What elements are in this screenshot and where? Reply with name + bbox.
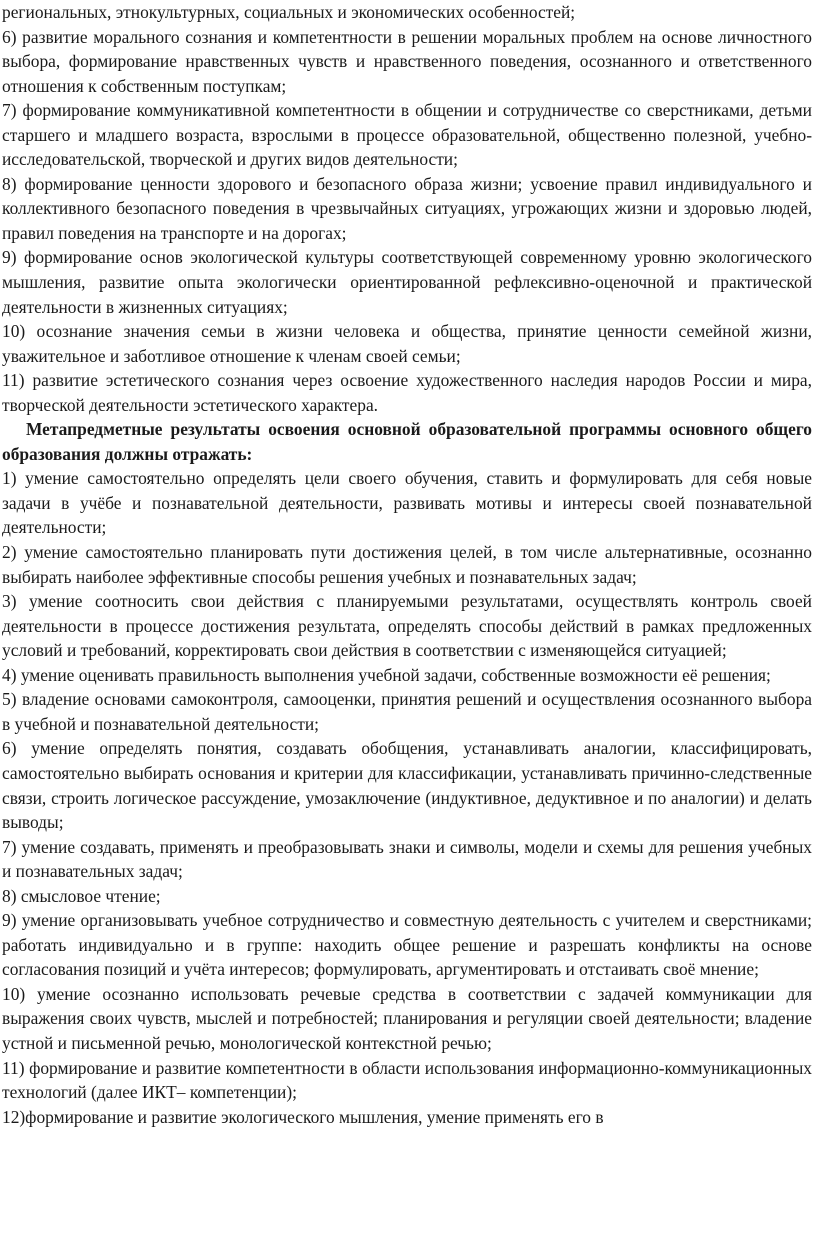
list-item: 11) развитие эстетического сознания через освоение художественного наследия народов России и мира, творческой деятельности эстетического характера. (2, 370, 812, 415)
list-item: 12)формирование и развитие экологического мышления, умение применять его в (2, 1106, 604, 1127)
list-item: 8) смысловое чтение; (2, 885, 161, 906)
list-item: 9) формирование основ экологической культуры соответствующей современному уровню экологического мышления, развитие опыта экологически ориентированной рефлексивно-оценочной и практической деятельности в жизненных ситуациях; (2, 247, 812, 317)
list-item: 6) развитие морального сознания и компетентности в решении моральных проблем на основе личностного выбора, формирование нравственных чувств и нравственного поведения, осознанного и ответственного отношения к собственным поступкам; (2, 26, 812, 96)
list-item: 10) умение осознанно использовать речевые средства в соответствии с задачей коммуникации для выражения своих чувств, мыслей и потребностей; планирования и регуляции своей деятельности; владение устной и письменной речью, монологической контекстной речью; (2, 983, 812, 1053)
list-item: 10) осознание значения семьи в жизни человека и общества, принятие ценности семейной жизни, уважительное и заботливое отношение к членам своей семьи; (2, 321, 812, 366)
list-item: 4) умение оценивать правильность выполнения учебной задачи, собственные возможности её решения; (2, 664, 771, 685)
list-item: 8) формирование ценности здорового и безопасного образа жизни; усвоение правил индивидуального и коллективного безопасного поведения в чрезвычайных ситуациях, угрожающих жизни и здоровью людей, правил поведения на транспорте и на дорогах; (2, 173, 812, 243)
list-item: 1) умение самостоятельно определять цели своего обучения, ставить и формулировать для себя новые задачи в учёбе и познавательной деятельности, развивать мотивы и интересы своей познавательной деятельности; (2, 468, 812, 538)
list-item: 5) владение основами самоконтроля, самооценки, принятия решений и осуществления осознанного выбора в учебной и познавательной деятельности; (2, 689, 812, 734)
list-item: 7) формирование коммуникативной компетентности в общении и сотрудничестве со сверстниками, детьми старшего и младшего возраста, взрослыми в процессе образовательной, общественно полезной, учебно-исследовательской, творческой и других видов деятельности; (2, 100, 812, 170)
list-item: 11) формирование и развитие компетентности в области использования информационно-коммуникационных технологий (далее ИКТ– компетенции); (2, 1057, 812, 1103)
list-item: региональных, этнокультурных, социальных и экономических особенностей; (2, 2, 576, 22)
list-item: 2) умение самостоятельно планировать пути достижения целей, в том числе альтернативные, осознанно выбирать наиболее эффективные способы решения учебных и познавательных задач; (2, 542, 812, 587)
list-item: 7) умение создавать, применять и преобразовывать знаки и символы, модели и схемы для решения учебных и познавательных задач; (2, 836, 812, 882)
list-item: 6) умение определять понятия, создавать обобщения, устанавливать аналогии, классифицировать, самостоятельно выбирать основания и критерии для классификации, устанавливать причинно-следственные связи, строить логическое рассуждение, умозаключение (индуктивное, дедуктивное и по аналогии) и делать выводы; (2, 738, 812, 833)
section-heading: Метапредметные результаты освоения основной образовательной программы основного общего образования должны отражать: (2, 419, 812, 464)
list-item: 9) умение организовывать учебное сотрудничество и совместную деятельность с учителем и сверстниками; работать индивидуально и в группе: находить общее решение и разрешать конфликты на основе согласования позиций и учёта интересов; формулировать, аргументировать и отстаивать своё мнение; (2, 910, 812, 980)
list-item: 3) умение соотносить свои действия с планируемыми результатами, осуществлять контроль своей деятельности в процессе достижения результата, определять способы действий в рамках предложенных условий и требований, корректировать свои действия в соответствии с изменяющейся ситуацией; (2, 591, 812, 661)
